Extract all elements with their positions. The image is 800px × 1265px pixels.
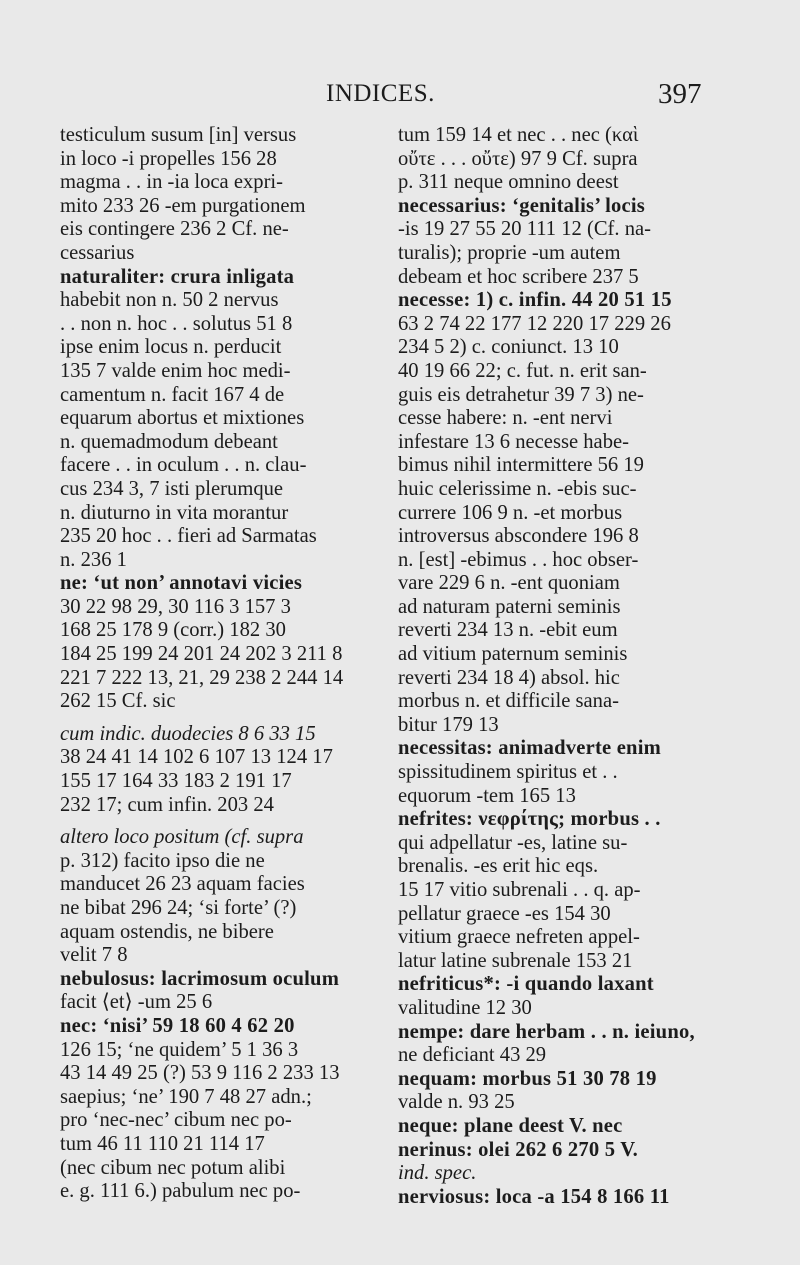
index-line: 235 20 hoc . . fieri ad Sarmatas	[60, 525, 317, 548]
index-line: guis eis detrahetur 39 7 3) ne-	[398, 383, 644, 406]
running-title: INDICES.	[326, 80, 435, 107]
index-line: testiculum susum [in] versus	[60, 124, 297, 146]
index-line: bitur 179 13	[398, 713, 499, 736]
index-line: huic celerissime n. -ebis suc-	[398, 477, 637, 500]
index-entry-heading: neque: plane deest V. nec	[398, 1114, 623, 1137]
index-line: pellatur graece -es 154 30	[398, 902, 611, 925]
index-line: 221 7 222 13, 21, 29 238 2 244 14	[60, 666, 344, 689]
index-line: 168 25 178 9 (corr.) 182 30	[60, 619, 286, 642]
index-line: morbus n. et difficile sana-	[398, 690, 619, 713]
index-line: 135 7 valde enim hoc medi-	[60, 359, 291, 382]
index-line: in loco -i propelles 156 28	[60, 147, 277, 170]
index-line: cessarius	[60, 241, 135, 264]
index-line: n. quemadmodum debeant	[60, 430, 278, 453]
index-line: ipse enim locus n. perducit	[60, 336, 282, 359]
index-line: . . non n. hoc . . solutus 51 8	[60, 312, 293, 335]
index-line: currere 106 9 n. -et morbus	[398, 501, 623, 524]
index-line: equorum -tem 165 13	[398, 784, 576, 807]
index-entry-heading: nebulosus: lacrimosum oculum	[60, 967, 340, 990]
index-line: n. 236 1	[60, 548, 127, 571]
index-entry-heading: necessitas: animadverte enim	[398, 737, 661, 760]
index-line: 43 14 49 25 (?) 53 9 116 2 233 13	[60, 1062, 340, 1085]
index-line: reverti 234 13 n. -ebit eum	[398, 619, 618, 642]
index-line: spissitudinem spiritus et . .	[398, 761, 618, 784]
index-line: ad vitium paternum seminis	[398, 643, 628, 666]
index-entry-heading: nefrites: νεφρίτης; morbus . .	[398, 808, 661, 831]
index-line: facit ⟨et⟩ -um 25 6	[60, 991, 213, 1014]
index-entry-heading: nempe: dare herbam . . n. ieiuno,	[398, 1020, 695, 1043]
index-line: magma . . in -ia loca expri-	[60, 171, 284, 194]
index-line: 184 25 199 24 201 24 202 3 211 8	[60, 643, 343, 666]
index-line: manducet 26 23 aquam facies	[60, 873, 305, 896]
index-line: 155 17 164 33 183 2 191 17	[60, 770, 292, 793]
index-line: reverti 234 18 4) absol. hic	[398, 666, 620, 689]
index-line: debeam et hoc scribere 237 5	[398, 265, 639, 288]
index-line: (nec cibum nec potum alibi	[60, 1156, 286, 1179]
index-line: 38 24 41 14 102 6 107 13 124 17	[60, 746, 333, 769]
index-line: equarum abortus et mixtiones	[60, 407, 305, 430]
index-line: pro ‘nec-nec’ cibum nec po-	[60, 1109, 292, 1132]
index-line: 30 22 98 29, 30 116 3 157 3	[60, 595, 291, 618]
index-line: eis contingere 236 2 Cf. ne-	[60, 218, 289, 241]
index-line: -is 19 27 55 20 111 12 (Cf. na-	[398, 218, 652, 241]
index-subsection-line: cum indic. duodecies 8 6 33 15	[60, 722, 316, 745]
index-entry-heading: nec: ‘nisi’ 59 18 60 4 62 20	[60, 1014, 295, 1037]
index-line: vitium graece nefreten appel-	[398, 926, 640, 949]
index-line: mito 233 26 -em purgationem	[60, 194, 306, 217]
index-line: 15 17 vitio subrenali . . q. ap-	[398, 879, 641, 901]
index-line: p. 312) facito ipso die ne	[60, 849, 265, 872]
index-line: 63 2 74 22 177 12 220 17 229 26	[398, 312, 671, 335]
index-line: 262 15 Cf. sic	[60, 690, 176, 713]
index-line: 234 5 2) c. coniunct. 13 10	[398, 336, 619, 359]
index-line: camentum n. facit 167 4 de	[60, 383, 285, 406]
index-line: cesse habere: n. -ent nervi	[398, 407, 613, 430]
index-line: turalis); proprie -um autem	[398, 241, 621, 264]
index-line: aquam ostendis, ne bibere	[60, 920, 274, 943]
index-entry-heading: nefriticus*: -i quando laxant	[398, 973, 654, 996]
index-line: n. diuturno in vita morantur	[60, 501, 289, 524]
index-line: 232 17; cum infin. 203 24	[60, 793, 274, 816]
index-entry-heading: nerinus: olei 262 6 270 5 V.	[398, 1138, 638, 1161]
index-subsection-line: altero loco positum (cf. supra	[60, 826, 304, 849]
index-line: velit 7 8	[60, 944, 128, 967]
index-line: valitudine 12 30	[398, 996, 532, 1019]
index-line: ne deficiant 43 29	[398, 1044, 547, 1067]
index-line: facere . . in oculum . . n. clau-	[60, 454, 307, 477]
index-line: infestare 13 6 necesse habe-	[398, 430, 629, 453]
index-line: οὔτε . . . οὔτε) 97 9 Cf. supra	[398, 147, 638, 170]
index-entry-heading: nequam: morbus 51 30 78 19	[398, 1067, 657, 1090]
index-entry-heading: naturaliter: crura inligata	[60, 265, 295, 288]
index-column-left	[60, 124, 372, 1204]
index-line: ind. spec.	[398, 1162, 477, 1185]
index-line: tum 159 14 et nec . . nec (καὶ	[398, 124, 639, 146]
index-line: 40 19 66 22; c. fut. n. erit san-	[398, 359, 647, 382]
index-entry-heading: ne: ‘ut non’ annotavi vicies	[60, 572, 303, 595]
index-line: n. [est] -ebimus . . hoc obser-	[398, 548, 639, 571]
index-line: ad naturam paterni seminis	[398, 595, 621, 618]
page-number: 397	[658, 78, 702, 110]
index-column-right	[398, 124, 712, 1209]
index-line: qui adpellatur -es, latine su-	[398, 831, 628, 854]
index-line: brenalis. -es erit hic eqs.	[398, 855, 599, 878]
index-entry-heading: nerviosus: loca -a 154 8 166 11	[398, 1185, 670, 1208]
index-line: tum 46 11 110 21 114 17	[60, 1132, 265, 1155]
index-line: cus 234 3, 7 isti plerumque	[60, 477, 284, 500]
index-line: ne bibat 296 24; ‘si forte’ (?)	[60, 897, 297, 919]
index-line: bimus nihil intermittere 56 19	[398, 454, 644, 477]
index-entry-heading: necessarius: ‘genitalis’ locis	[398, 194, 645, 217]
paragraph-gap	[60, 817, 372, 826]
index-line: p. 311 neque omnino deest	[398, 171, 619, 194]
index-line: introversus abscondere 196 8	[398, 525, 639, 548]
index-line: valde n. 93 25	[398, 1091, 515, 1114]
index-entry-heading: necesse: 1) c. infin. 44 20 51 15	[398, 289, 672, 312]
paragraph-gap	[60, 714, 372, 723]
page-header	[0, 74, 800, 114]
index-line: saepius; ‘ne’ 190 7 48 27 adn.;	[60, 1085, 312, 1108]
index-line: habebit non n. 50 2 nervus	[60, 289, 279, 312]
index-line: e. g. 111 6.) pabulum nec po-	[60, 1180, 301, 1203]
index-line: vare 229 6 n. -ent quoniam	[398, 572, 620, 595]
index-line: latur latine subrenale 153 21	[398, 949, 633, 972]
index-line: 126 15; ‘ne quidem’ 5 1 36 3	[60, 1038, 299, 1061]
